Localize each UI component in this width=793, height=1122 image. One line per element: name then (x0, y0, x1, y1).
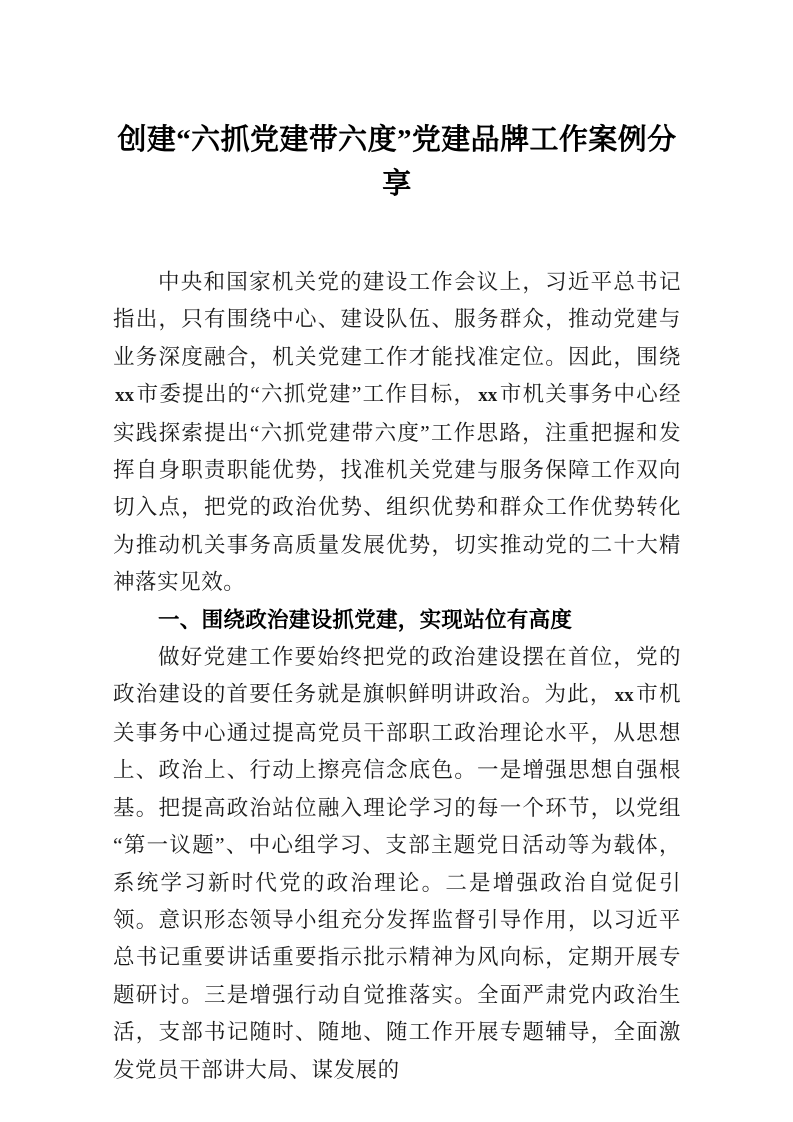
intro-inline-token-2: xx (478, 385, 498, 407)
title-body-spacer (113, 206, 681, 264)
section-one-inline-token-1: xx (614, 685, 634, 707)
section-one-text-segment-1: 做好党建工作要始终把党的政治建设摆在首位，党的政治建设的首要任务就是旗帜鲜明讲政治。为此， (113, 645, 681, 707)
section-heading-one: 一、围绕政治建设抓党建，实现站位有高度 (158, 607, 573, 632)
section-one-text-segment-2: 市机关事务中心通过提高党员干部职工政治理论水平，从思想上、政治上、行动上擦亮信念底色。一是增强思想自强根基。把提高政治站位融入理论学习的每一个环节，以党组“第一议题”、中心组学习、支部主题党日活动等为载体，系统学习新时代党的政治理论。二是增强政治自觉促引领。意识形态领导小组充分发挥监督引导作用，以习近平总书记重要讲话重要指示批示精神为风向标，定期开展专题研讨。三是增强行动自觉推落实。全面严肃党内政治生活，支部书记随时、随地、随工作开展专题辅导，全面激发党员干部讲大局、谋发展的 (113, 682, 681, 1082)
intro-text-segment-3: 市机关事务中心经实践探索提出“六抓党建带六度”工作思路，注重把握和发挥自身职责职能优势，找准机关党建与服务保障工作双向切入点，把党的政治优势、组织优势和群众工作优势转化为推动机关事务高质量发展优势，切实推动党的二十大精神落实见效。 (113, 382, 681, 595)
intro-text-segment-1: 中央和国家机关党的建设工作会议上，习近平总书记指出，只有围绕中心、建设队伍、服务群众，推动党建与业务深度融合，机关党建工作才能找准定位。因此，围绕 (113, 270, 681, 369)
document-title: 创建“六抓党建带六度”党建品牌工作案例分享 (117, 124, 677, 200)
section-one-paragraph (113, 639, 681, 1089)
intro-paragraph (113, 264, 681, 602)
intro-text-segment-2: 市委提出的“六抓党建”工作目标， (136, 382, 477, 407)
intro-inline-token-1: xx (115, 385, 134, 407)
document-content-area (113, 118, 681, 1089)
